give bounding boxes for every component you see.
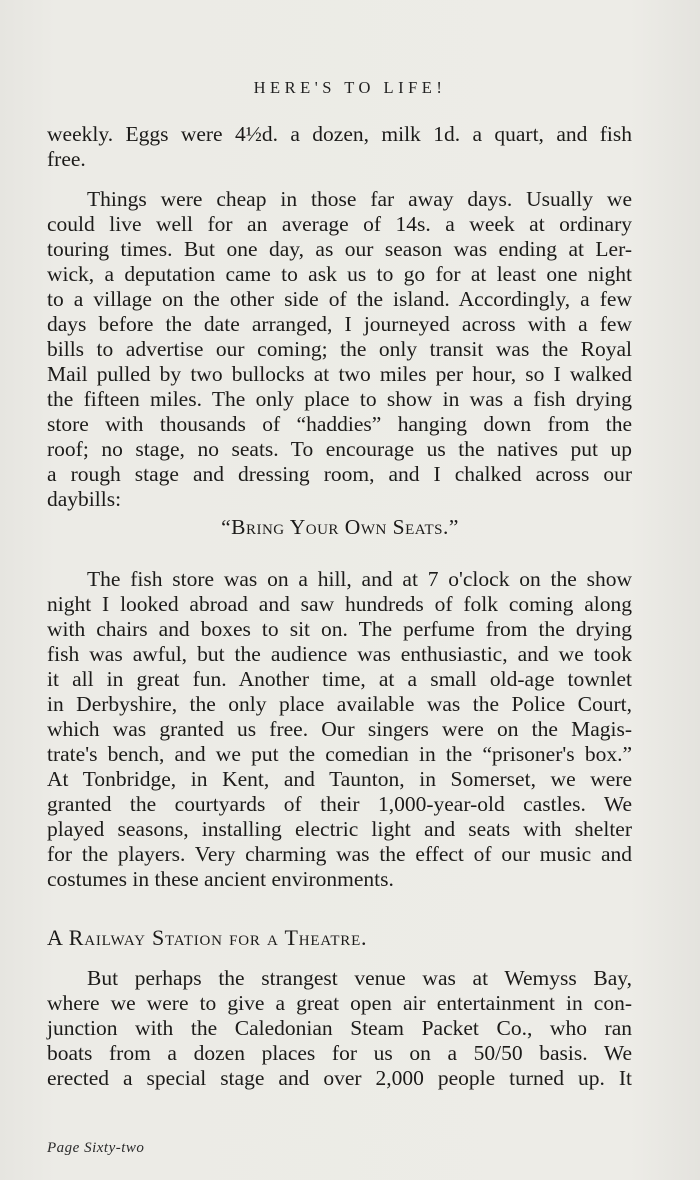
text-line: junction with the Caledonian Steam Packet Co., who ran [47, 1016, 632, 1040]
running-head: HERE'S TO LIFE! [253, 78, 447, 97]
paragraph-4 [47, 966, 632, 1091]
text-line: to a village on the other side of the island. Accordingly, a few [47, 287, 632, 311]
text-line: touring times. But one day, as our season was ending at Ler- [47, 237, 632, 261]
text-line: for the players. Very charming was the effect of our music and [47, 842, 632, 866]
text-line: it all in great fun. Another time, at a small old-age townlet [47, 667, 632, 691]
text-line: the fifteen miles. The only place to show in was a fish drying [47, 387, 632, 411]
text-line: Things were cheap in those far away days. Usually we [87, 187, 632, 211]
text-line: trate's bench, and we put the comedian in the “prisoner's box.” [47, 742, 632, 766]
text-line: night I looked abroad and saw hundreds of folk coming along [47, 592, 632, 616]
text-line: store with thousands of “haddies” hanging down from the [47, 412, 632, 436]
text-line: costumes in these ancient environments. [47, 867, 394, 891]
paragraph-3 [47, 567, 632, 892]
text-line: a rough stage and dressing room, and I chalked across our [47, 462, 632, 486]
text-line: bills to advertise our coming; the only transit was the Royal [47, 337, 632, 361]
text-line: granted the courtyards of their 1,000-year-old castles. We [47, 792, 632, 816]
page-number: Page Sixty-two [47, 1140, 145, 1156]
text-line: erected a special stage and over 2,000 people turned up. It [47, 1066, 632, 1090]
text-line: daybills: [47, 487, 122, 511]
text-line: Mail pulled by two bullocks at two miles per hour, so I walked [47, 362, 632, 386]
text-line: played seasons, installing electric light and seats with shelter [47, 817, 632, 841]
text-line: with chairs and boxes to sit on. The perfume from the drying [47, 617, 632, 641]
text-line: boats from a dozen places for us on a 50/50 basis. We [47, 1041, 632, 1065]
section-heading: A Railway Station for a Theatre. [47, 925, 368, 950]
paragraph-2 [47, 187, 632, 512]
text-line: The fish store was on a hill, and at 7 o'clock on the show [87, 567, 632, 591]
text-line: could live well for an average of 14s. a week at ordinary [47, 212, 632, 236]
text-line: free. [47, 147, 86, 171]
text-line: in Derbyshire, the only place available was the Police Court, [47, 692, 632, 716]
text-line: weekly. Eggs were 4½d. a dozen, milk 1d. a quart, and fish [47, 122, 632, 146]
text-line: where we were to give a great open air entertainment in con- [47, 991, 632, 1015]
text-line: which was granted us free. Our singers were on the Magis- [47, 717, 632, 741]
text-line: days before the date arranged, I journeyed across with a few [47, 312, 632, 336]
text-line: roof; no stage, no seats. To encourage us the natives put up [47, 437, 632, 461]
text-line: But perhaps the strangest venue was at Wemyss Bay, [87, 966, 632, 990]
text-line: wick, a deputation came to ask us to go for at least one night [47, 262, 632, 286]
paragraph-1 [47, 122, 632, 172]
text-line: fish was awful, but the audience was enthusiastic, and we took [47, 642, 632, 666]
centered-quote: “Bring Your Own Seats.” [221, 515, 459, 539]
text-line: At Tonbridge, in Kent, and Taunton, in Somerset, we were [47, 767, 632, 791]
